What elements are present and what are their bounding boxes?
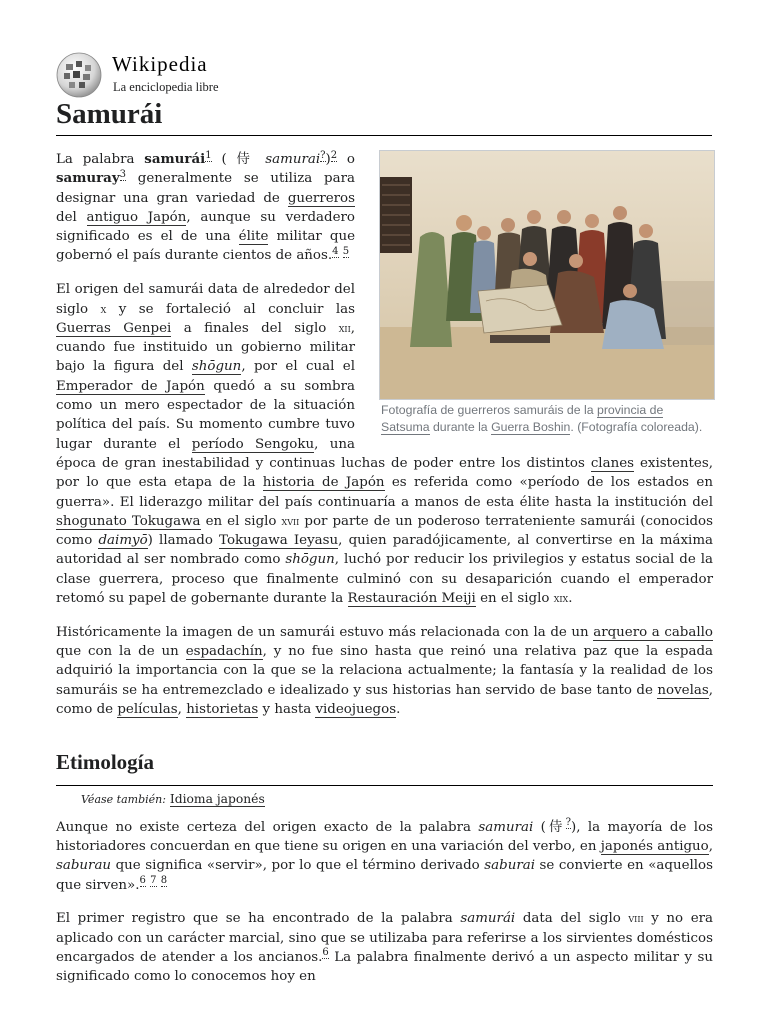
link-historietas[interactable]: historietas bbox=[186, 702, 259, 718]
page-title: Samurái bbox=[56, 94, 712, 136]
text: del bbox=[56, 209, 87, 225]
link-emperador-de-japon[interactable]: Emperador de Japón bbox=[56, 378, 205, 394]
ref-6[interactable] bbox=[140, 875, 146, 887]
text: ) llamado bbox=[147, 533, 220, 549]
text: se convierte en «aquellos que sirven». bbox=[56, 858, 713, 893]
link-espadachin[interactable]: espadachín bbox=[185, 644, 263, 660]
ref-8[interactable] bbox=[161, 875, 167, 887]
caption-link-provincia-satsuma[interactable]: provincia de Satsuma bbox=[381, 403, 664, 434]
text: , una época de gran inestabilidad y continuas luchas de poder entre los distintos bbox=[56, 436, 591, 471]
article-body bbox=[56, 150, 713, 1001]
link-restauracion-meiji[interactable]: Restauración Meiji bbox=[347, 591, 476, 607]
link-periodo-sengoku[interactable]: período Sengoku bbox=[191, 436, 315, 452]
link-shogunato-tokugawa[interactable]: shogunato Tokugawa bbox=[56, 513, 201, 529]
intro-paragraph-3 bbox=[56, 623, 713, 719]
help-link[interactable]: ? bbox=[320, 149, 326, 161]
text: El origen del samurái data de alrededor del siglo bbox=[56, 282, 355, 317]
link-shogun[interactable]: shōgun bbox=[191, 359, 242, 375]
text: Aunque no existe certeza del origen exacto de la palabra bbox=[56, 819, 479, 835]
ref-7[interactable] bbox=[150, 875, 156, 887]
caption-text: Fotografía de guerreros samuráis de la bbox=[381, 403, 597, 417]
romaji-samurai: samurai bbox=[265, 152, 321, 167]
help-link[interactable]: ? bbox=[565, 817, 571, 829]
text: , como de bbox=[56, 682, 713, 718]
wikipedia-globe-logo[interactable] bbox=[56, 52, 102, 98]
link-idioma-japones[interactable]: Idioma japonés bbox=[169, 792, 265, 807]
see-also-note bbox=[56, 785, 713, 809]
ref-link[interactable]: 3 bbox=[119, 168, 127, 180]
kanji-samurai: 侍 bbox=[545, 819, 566, 835]
text: . bbox=[396, 702, 401, 718]
term-shogun: shōgun bbox=[285, 552, 335, 568]
link-daimyo[interactable]: daimyō bbox=[98, 533, 148, 549]
text: . bbox=[568, 591, 573, 607]
text: Históricamente la imagen de un samurái estuvo más relacionada con la de un bbox=[56, 624, 594, 640]
text: o bbox=[337, 152, 355, 167]
text: , cuando fue instituido un gobierno militar bajo la figura del bbox=[56, 320, 356, 375]
term-samurai: samurái bbox=[460, 911, 516, 927]
section-heading: Etimología bbox=[56, 750, 154, 775]
kanji-samurai: 侍 bbox=[236, 152, 256, 167]
link-clanes[interactable]: clanes bbox=[590, 455, 634, 471]
etymology-paragraph-1 bbox=[56, 818, 713, 895]
century-numeral: xix bbox=[553, 591, 569, 606]
text: La palabra finalmente derivó a un aspecto militar y su significado como lo conocemos hoy en bbox=[56, 949, 713, 985]
text: militar que gobernó el país durante cientos de años. bbox=[56, 229, 355, 264]
link-novelas[interactable]: novelas bbox=[657, 682, 709, 698]
text: quedó a su sombra como un mero espectador de la situación política del país. Su momento cumbre tuvo lugar durante el bbox=[56, 378, 355, 452]
link-videojuegos[interactable]: videojuegos bbox=[315, 702, 397, 718]
century-numeral: x bbox=[100, 301, 107, 316]
caption-text: . (Fotografía coloreada). bbox=[570, 420, 703, 434]
see-also-label: Véase también: bbox=[81, 793, 166, 807]
etymology-paragraph-2 bbox=[56, 909, 713, 986]
text: ( bbox=[211, 152, 237, 167]
ref-link[interactable]: 7 bbox=[150, 875, 157, 887]
link-elite[interactable]: élite bbox=[238, 229, 269, 245]
section-etimologia bbox=[56, 747, 713, 986]
link-tokugawa-ieyasu[interactable]: Tokugawa Ieyasu bbox=[219, 533, 339, 549]
link-antiguo-japon[interactable]: antiguo Japón bbox=[86, 209, 187, 225]
samurai-photo[interactable] bbox=[379, 150, 715, 400]
text: en el siglo bbox=[475, 591, 554, 607]
text: generalmente se utiliza para designar una gran variedad de bbox=[56, 171, 355, 206]
ref-link[interactable]: 8 bbox=[160, 875, 168, 887]
text: , aunque su verdadero significado es el de una bbox=[56, 209, 355, 245]
text: , bbox=[708, 838, 714, 854]
text: , luchó por reducir los privilegios y estatus social de la clase guerrera, proceso que finalmente culminó con su desaparición cuando el emperador retomó su papel de gobernante durante la bbox=[56, 552, 713, 607]
wikipedia-tagline: La enciclopedia libre bbox=[113, 80, 219, 94]
ref-link[interactable]: 6 bbox=[322, 947, 329, 959]
text: por parte de un poderoso terrateniente samurái (conocidos como bbox=[56, 513, 713, 549]
term-saburau: saburau bbox=[56, 858, 112, 874]
ref-link[interactable]: 4 bbox=[332, 246, 339, 258]
text: ( bbox=[533, 819, 546, 835]
text: en el siglo bbox=[200, 513, 282, 529]
link-guerreros[interactable]: guerreros bbox=[287, 190, 355, 206]
ref-4[interactable] bbox=[332, 246, 338, 258]
caption-text: durante la bbox=[429, 420, 492, 434]
text: , bbox=[177, 702, 187, 718]
text: , y no fue sino hasta que reinó una relativa paz que la espada adquirió la importancia con la que se la relaciona actualmente; la fantasía y la realidad de los samuráis se ha entremezclado e idealizado y sus historias han servido de base tanto de bbox=[56, 644, 713, 698]
text: existentes, por lo que esta etapa de la bbox=[56, 455, 713, 491]
text: , quien paradójicamente, al convertirse en la máxima autoridad al ser nombrado como bbox=[56, 533, 714, 568]
term-samurai: samurai bbox=[478, 819, 534, 835]
text: data del siglo bbox=[515, 911, 629, 927]
figure-caption bbox=[379, 402, 713, 436]
term-samuray: samuray bbox=[56, 170, 120, 187]
text: que significa «servir», por lo que el término derivado bbox=[111, 858, 485, 874]
ref-link[interactable]: 6 bbox=[139, 875, 146, 887]
link-japones-antiguo[interactable]: japonés antiguo bbox=[600, 838, 709, 854]
century-numeral: xii bbox=[338, 320, 351, 335]
link-historia-de-japon[interactable]: historia de Japón bbox=[262, 475, 385, 491]
ref-link[interactable]: 1 bbox=[205, 149, 212, 161]
wikipedia-wordmark[interactable]: Wikipedia bbox=[112, 52, 208, 76]
text: La palabra bbox=[56, 152, 145, 167]
link-guerras-genpei[interactable]: Guerras Genpei bbox=[56, 320, 172, 336]
term-saburai: saburai bbox=[484, 858, 535, 874]
ref-5[interactable] bbox=[343, 246, 349, 258]
text: y se fortaleció al concluir las bbox=[106, 301, 356, 317]
article-figure bbox=[379, 150, 713, 436]
text: ), la mayoría de los historiadores concuerdan en que tiene su origen en una variación del verbo, en bbox=[56, 819, 714, 854]
century-numeral: xvii bbox=[281, 513, 300, 528]
caption-link-guerra-boshin[interactable]: Guerra Boshin bbox=[491, 420, 571, 434]
text: y no era aplicado con un carácter marcial, sino que se utilizaba para referirse a los sirvientes domésticos encargados de atender a los ancianos. bbox=[56, 911, 713, 965]
text: es referida como «período de los estados en guerra». El liderazgo militar del país continuaría a manos de esta élite hasta la institución del bbox=[56, 475, 713, 510]
text: y hasta bbox=[258, 702, 316, 718]
link-peliculas[interactable]: películas bbox=[117, 702, 178, 718]
text: El primer registro que se ha encontrado de la palabra bbox=[56, 911, 461, 927]
text: ) bbox=[325, 152, 331, 167]
ref-link[interactable]: 2 bbox=[330, 149, 338, 161]
text: a finales del siglo bbox=[171, 320, 339, 336]
century-numeral: viii bbox=[628, 911, 644, 926]
text: que con la de un bbox=[56, 644, 186, 660]
ref-link[interactable]: 5 bbox=[342, 246, 350, 258]
link-arquero-a-caballo[interactable]: arquero a caballo bbox=[593, 624, 713, 640]
term-samurai: samurái bbox=[144, 151, 206, 167]
text: , por el cual el bbox=[241, 359, 355, 375]
